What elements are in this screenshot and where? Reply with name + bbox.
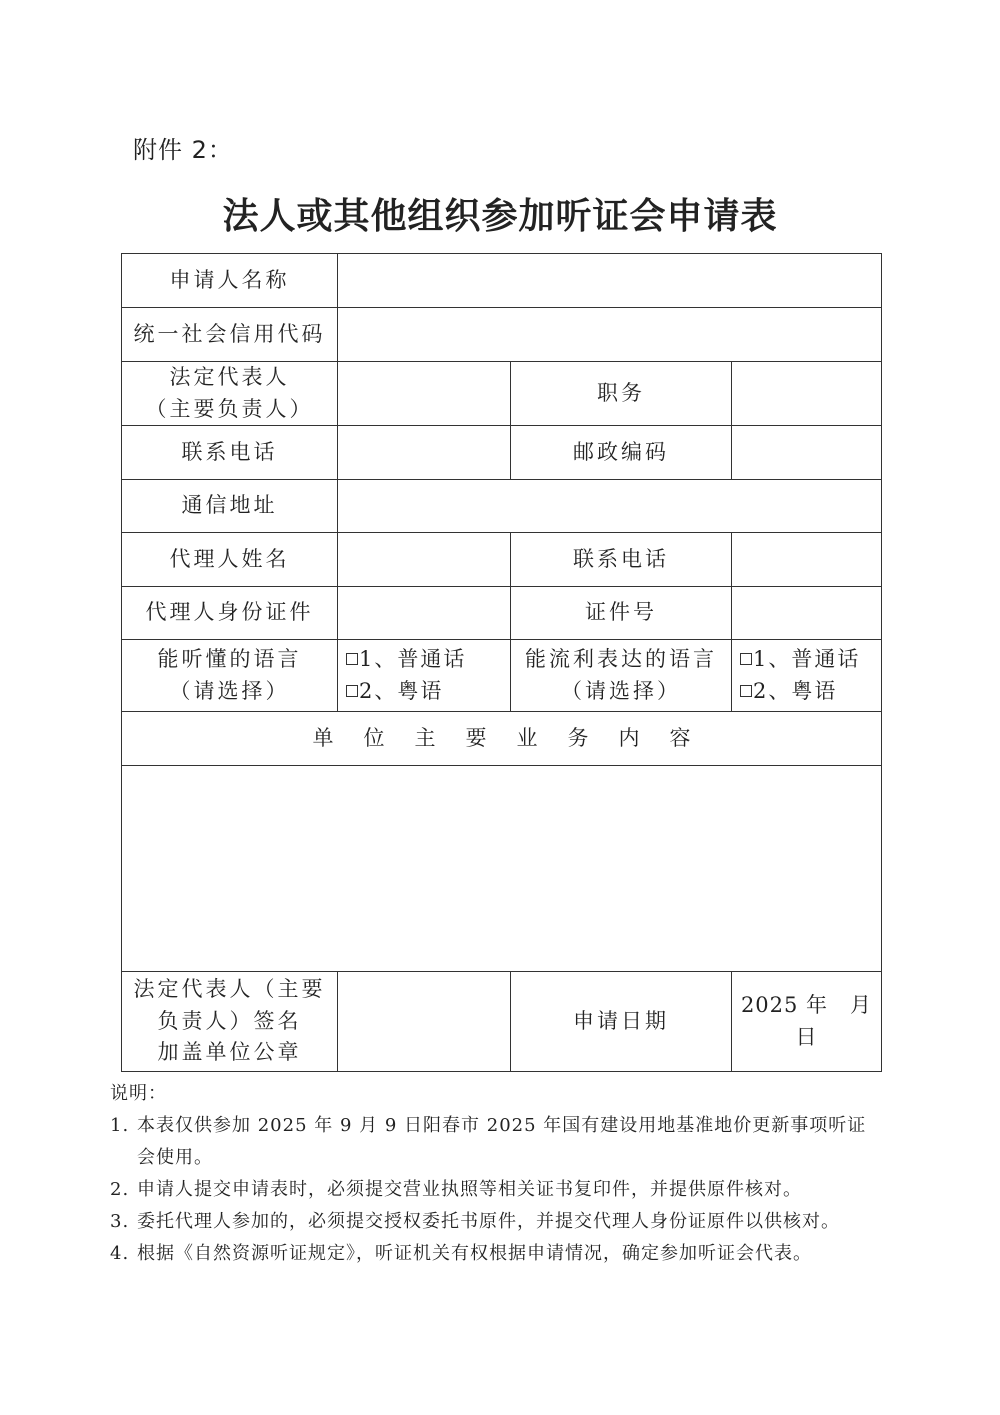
position-field[interactable] [732,362,882,426]
date-value-line2: 日 [795,1024,818,1049]
agent-id-doc-field[interactable] [338,587,511,640]
position-label: 职务 [511,362,732,426]
note-item [110,1206,880,1238]
address-field[interactable] [338,480,882,533]
note-item [110,1238,880,1270]
postal-code-field[interactable] [732,426,882,480]
understand-lang-label-line1: 能听懂的语言 [157,647,302,671]
note-text: 申请人提交申请表时，必须提交营业执照等相关证书复印件，并提供原件核对。 [137,1179,802,1200]
business-content-header: 单位主要业务内容 [122,712,882,766]
understand-lang-option-cantonese[interactable] [346,676,510,708]
note-number: 4. [110,1243,130,1264]
credit-code-field[interactable] [338,308,882,362]
understand-lang-options [338,640,511,712]
signature-label-line1: 法定代表人（主要 [133,977,326,1002]
note-text: 本表仅供参加 2025 年 9 月 9 日阳春市 2025 年国有建设用地基准地价更新事项听证会使用。 [137,1115,867,1168]
agent-name-field[interactable] [338,533,511,587]
checkbox-icon[interactable] [740,685,752,697]
note-number: 1. [110,1115,130,1136]
speak-lang-option-cantonese[interactable] [740,676,881,708]
id-number-label: 证件号 [511,587,732,640]
speak-lang-label-line2: （请选择） [561,678,681,703]
phone-field[interactable] [338,426,511,480]
signature-label-line3: 加盖单位公章 [157,1040,302,1065]
notes-heading: 说明： [110,1083,167,1104]
signature-field[interactable] [338,972,511,1072]
note-number: 2. [110,1179,130,1200]
speak-lang-options [732,640,882,712]
option-label: 1、普通话 [753,647,861,671]
legal-rep-field[interactable] [338,362,511,426]
speak-lang-option-mandarin[interactable] [740,644,881,676]
id-number-field[interactable] [732,587,882,640]
business-content-field[interactable] [122,766,882,972]
legal-rep-label-line2: （主要负责人） [145,396,314,421]
note-number: 3. [110,1211,130,1232]
notes-section [110,1078,880,1270]
phone-label: 联系电话 [122,426,338,480]
agent-id-doc-label: 代理人身份证件 [122,587,338,640]
understand-lang-option-mandarin[interactable] [346,644,510,676]
legal-rep-label [122,362,338,426]
date-label: 申请日期 [511,972,732,1072]
speak-lang-label [511,640,732,712]
date-value-line1: 2025 年 月 [740,993,873,1017]
checkbox-icon[interactable] [740,653,752,665]
postal-code-label: 邮政编码 [511,426,732,480]
signature-label-line2: 负责人）签名 [157,1008,302,1033]
legal-rep-label-line1: 法定代表人 [169,365,290,389]
note-text: 委托代理人参加的，必须提交授权委托书原件，并提交代理人身份证原件以供核对。 [137,1211,840,1232]
understand-lang-label [122,640,338,712]
option-label: 2、粤语 [753,678,838,703]
application-form-table [121,253,882,1072]
applicant-name-label: 申请人名称 [122,254,338,308]
address-label: 通信地址 [122,480,338,533]
agent-name-label: 代理人姓名 [122,533,338,587]
note-text: 根据《自然资源听证规定》，听证机关有权根据申请情况，确定参加听证会代表。 [137,1243,812,1264]
checkbox-icon[interactable] [346,653,358,665]
option-label: 1、普通话 [359,647,467,671]
agent-phone-field[interactable] [732,533,882,587]
option-label: 2、粤语 [359,678,444,703]
form-title: 法人或其他组织参加听证会申请表 [222,195,778,237]
note-item [110,1110,880,1174]
signature-label [122,972,338,1072]
date-field[interactable] [732,972,882,1072]
credit-code-label: 统一社会信用代码 [122,308,338,362]
applicant-name-field[interactable] [338,254,882,308]
agent-phone-label: 联系电话 [511,533,732,587]
understand-lang-label-line2: （请选择） [169,678,290,703]
note-item [110,1174,880,1206]
attachment-label: 附件 2： [133,136,233,164]
checkbox-icon[interactable] [346,685,358,697]
speak-lang-label-line1: 能流利表达的语言 [525,647,717,671]
